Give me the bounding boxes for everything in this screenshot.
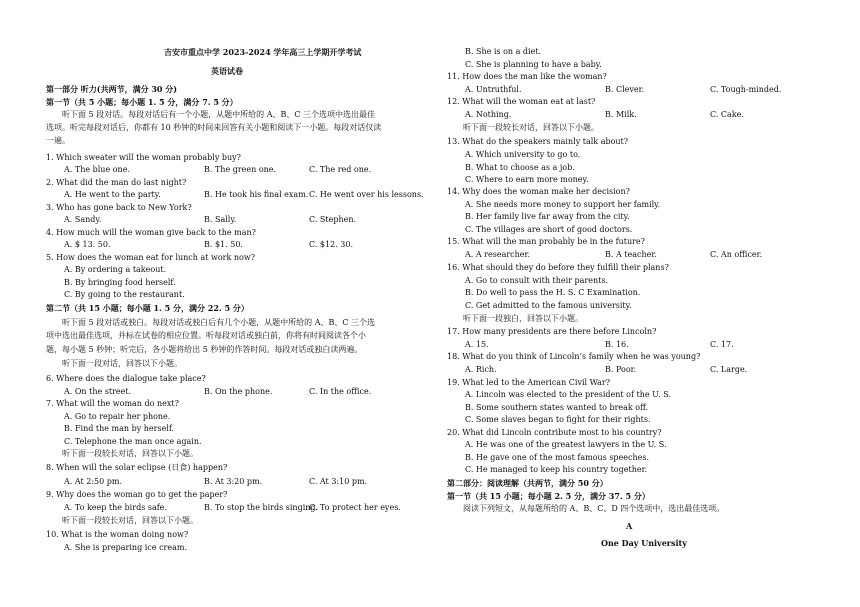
question-17: 17. How many presidents are there before Lincoln? (447, 327, 657, 336)
question-14-option-b: B. Her family live far away from the city. (465, 212, 630, 221)
option-c: C. To protect her eyes. (309, 503, 401, 512)
option-b: B. He took his final exam. (204, 190, 309, 199)
listen-instruction: 听下面一段较长对话，回答以下小题。 (62, 449, 198, 458)
question-16-option-a: A. Go to consult with their parents. (465, 276, 609, 285)
option-b: B. $1. 50. (204, 240, 243, 249)
option-a: A. $ 13. 50. (64, 240, 111, 249)
option-a: A. Rich. (465, 365, 497, 374)
part1-heading: 第一部分 听力(共两节，满分 30 分) (46, 84, 178, 94)
listen-instruction: 听下面一段较长对话，回答以下小题。 (62, 516, 198, 525)
option-c: C. The red one. (309, 165, 372, 174)
question-5: 5. How does the woman eat for lunch at work now? (46, 253, 255, 262)
question-10: 10. What is the woman doing now? (46, 530, 189, 539)
question-13-option-c: C. Where to earn more money. (465, 175, 589, 184)
part2-heading: 第二部分：阅读理解（共两节，满分 50 分） (447, 478, 608, 488)
option-a: A. At 2:50 pm. (64, 477, 123, 486)
question-1: 1. Which sweater will the woman probably buy? (46, 153, 241, 162)
question-5-option-b: B. By bringing food herself. (64, 278, 176, 287)
question-20: 20. What did Lincoln contribute most to his country? (447, 428, 662, 437)
section2-instruction-line4: 听下面一段对话，回答以下小题。 (62, 359, 182, 368)
question-9: 9. Why does the woman go to get the paper? (46, 490, 228, 499)
option-c: C. In the office. (309, 387, 372, 396)
question-14-option-c: C. The villages are short of good doctors. (465, 225, 633, 234)
question-4: 4. How much will the woman give back to the man? (46, 228, 256, 237)
question-14-option-a: A. She needs more money to support her family. (465, 200, 661, 209)
section2-instruction-line1: 听下面 5 段对话或独白。每段对话或独白后有几个小题，从题中所给的 A、B、C 三个选 (62, 318, 376, 327)
section2-instruction-line2: 项中选出最佳选项，并标在试卷的相应位置。听每段对话或独白前，你将有时间阅读各个小 (46, 331, 366, 340)
question-15: 15. What will the man probably be in the future? (447, 237, 645, 246)
option-b: B. On the phone. (204, 387, 273, 396)
option-c: C. Large. (710, 365, 748, 374)
option-c: C. Stephen. (309, 215, 357, 224)
option-a: A. 15. (465, 340, 489, 349)
exam-subtitle: 英语试卷 (211, 66, 243, 76)
section1-instruction-line3: 一遍。 (46, 136, 70, 145)
question-16-option-b: B. Do well to pass the H. S. C Examination. (465, 288, 641, 297)
question-18: 18. What do you think of Lincoln’s family when he was young? (447, 352, 701, 361)
option-b: B. Poor. (605, 365, 637, 374)
passage-title: One Day University (601, 538, 687, 548)
question-19-option-a: A. Lincoln was elected to the president of the U. S. (465, 390, 671, 399)
section1-instruction-line2: 选项。听完每段对话后，你都有 10 秒钟的时间来回答有关小题和阅读下一小题。每段对话仅读 (46, 123, 382, 132)
option-a: A. Untruthful. (465, 85, 522, 94)
question-7: 7. What will the woman do next? (46, 399, 179, 408)
option-c: C. He went over his lessons. (309, 190, 424, 199)
question-20-option-a: A. He was one of the greatest lawyers in the U. S. (465, 440, 667, 449)
question-20-option-b: B. He gave one of the most famous speeches. (465, 453, 650, 462)
question-5-option-a: A. By ordering a takeout. (64, 265, 167, 274)
option-c: C. An officer. (710, 250, 763, 259)
question-10-option-a: A. She is preparing ice cream. (64, 543, 188, 552)
option-c: C. Tough-minded. (710, 85, 782, 94)
option-a: A. Nothing. (465, 110, 512, 119)
option-a: A. Sandy. (64, 215, 102, 224)
question-7-option-b: B. Find the man by herself. (64, 424, 175, 433)
question-13-option-a: A. Which university to go to. (465, 150, 581, 159)
question-10-option-b: B. She is on a diet. (465, 47, 542, 56)
passage-letter: A (626, 521, 633, 531)
question-19-option-c: C. Some slaves began to fight for their rights. (465, 415, 651, 424)
question-16: 16. What should they do before they fulfill their plans? (447, 263, 669, 272)
question-2: 2. What did the man do last night? (46, 178, 187, 187)
option-a: A. To keep the birds safe. (64, 503, 167, 512)
question-7-option-c: C. Telephone the man once again. (64, 437, 202, 446)
option-b: B. 16. (605, 340, 629, 349)
question-13: 13. What do the speakers mainly talk about? (447, 137, 629, 146)
option-b: B. At 3:20 pm. (204, 477, 263, 486)
option-a: A. The blue one. (64, 165, 130, 174)
question-10-option-c: C. She is planning to have a baby. (465, 60, 602, 69)
question-19-option-b: B. Some southern states wanted to break off. (465, 403, 649, 412)
option-a: A. He went to the party. (64, 190, 161, 199)
option-b: B. Sally. (204, 215, 237, 224)
section1-heading: 第一节（共 5 小题；每小题 1. 5 分，满分 7. 5 分） (46, 97, 238, 107)
question-7-option-a: A. Go to repair her phone. (64, 412, 171, 421)
option-b: B. The green one. (204, 165, 277, 174)
option-b: B. Milk. (605, 110, 637, 119)
question-19: 19. What led to the American Civil War? (447, 378, 611, 387)
listen-instruction: 听下面一段较长对话，回答以下小题。 (463, 123, 599, 132)
section2-heading: 第二节（共 15 小题；每小题 1. 5 分，满分 22. 5 分） (46, 303, 249, 313)
question-14: 14. Why does the woman make her decision? (447, 187, 630, 196)
section2-instruction-line3: 题，每小题 5 秒钟；听完后，各小题将给出 5 秒钟的作答时间。每段对话或独白读两遍。 (46, 345, 363, 354)
listen-instruction: 听下面一段独白，回答以下小题。 (463, 314, 583, 323)
exam-title: 吉安市重点中学 2023-2024 学年高三上学期开学考试 (164, 47, 362, 57)
option-c: C. $12. 30. (309, 240, 353, 249)
question-16-option-c: C. Get admitted to the famous university. (465, 301, 632, 310)
question-3: 3. Who has gone back to New York? (46, 203, 192, 212)
option-b: B. Clever. (605, 85, 645, 94)
question-20-option-c: C. He managed to keep his country together. (465, 465, 648, 474)
part2-section1-heading: 第一节（共 15 小题；每小题 2. 5 分，满分 37. 5 分） (447, 491, 650, 501)
question-12: 12. What will the woman eat at last? (447, 97, 596, 106)
section1-instruction-line1: 听下面 5 段对话。每段对话后有一个小题，从题中所给的 A、B、C 三个选项中选出最佳 (62, 110, 376, 119)
option-a: A. A researcher. (465, 250, 531, 259)
part2-instruction: 阅读下列短文，从每题所给的 A、B、C、D 四个选项中，选出最佳选项。 (463, 504, 725, 513)
option-b: B. To stop the birds singing. (204, 503, 319, 512)
question-13-option-b: B. What to choose as a job. (465, 163, 575, 172)
option-c: C. At 3:10 pm. (309, 477, 368, 486)
option-b: B. A teacher. (605, 250, 657, 259)
question-8: 8. When will the solar eclipse (日食) happen? (46, 463, 228, 472)
question-11: 11. How does the man like the woman? (447, 72, 607, 81)
question-6: 6. Where does the dialogue take place? (46, 374, 206, 383)
question-5-option-c: C. By going to the restaurant. (64, 290, 185, 299)
option-a: A. On the street. (64, 387, 132, 396)
option-c: C. Cake. (710, 110, 744, 119)
option-c: C. 17. (710, 340, 734, 349)
